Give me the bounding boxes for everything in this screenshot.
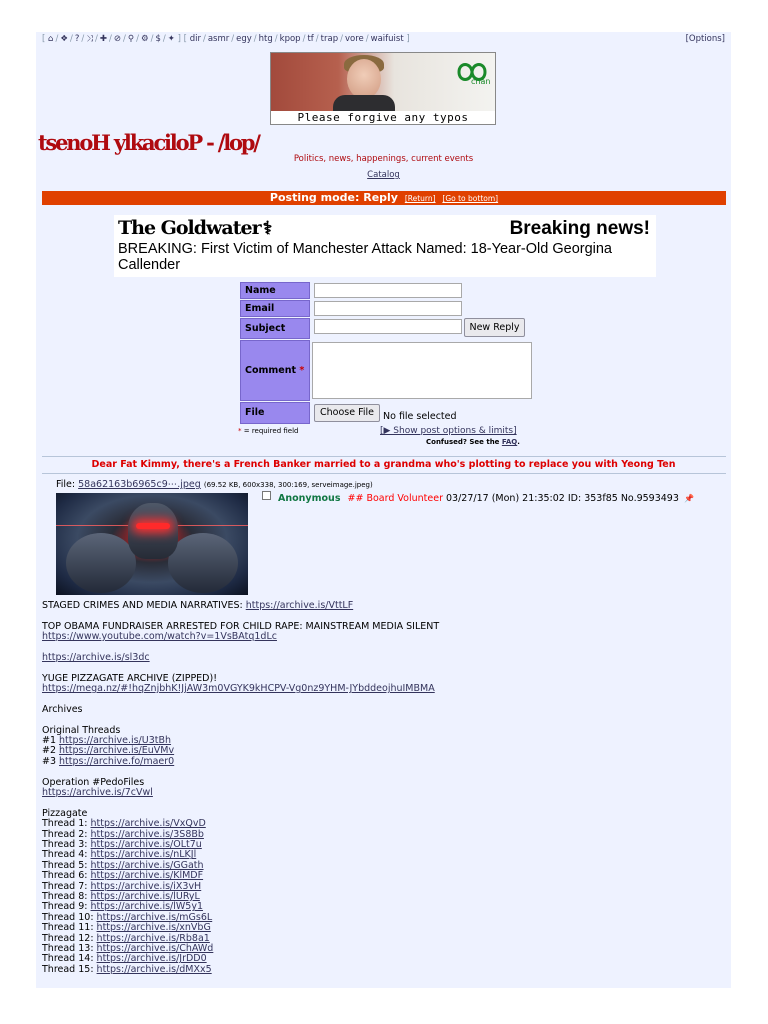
no-file-selected-text: No file selected <box>383 411 457 422</box>
list-item-label: Thread 10: <box>42 911 97 923</box>
archive-link[interactable]: https://archive.is/ChAWd <box>96 942 214 954</box>
archive-link[interactable]: https://archive.is/VxQvD <box>90 818 206 830</box>
faq-link[interactable]: FAQ <box>501 438 518 446</box>
archive-link[interactable]: https://archive.is/mGs6L <box>96 911 213 923</box>
nav-separator: / <box>150 34 154 44</box>
ad-brand-text: The Goldwater <box>118 217 261 239</box>
tags-icon[interactable]: ❖ <box>60 34 68 44</box>
list-item <box>42 757 726 767</box>
list-item-label: #1 <box>42 735 60 747</box>
twitter-icon[interactable]: ✦ <box>167 34 175 44</box>
body-line <box>42 601 726 611</box>
confused-text: Confused? See the <box>426 438 500 446</box>
post-body <box>42 601 726 975</box>
file-label: File <box>240 402 310 424</box>
nav-separator: / <box>315 34 319 44</box>
list-item-label: Thread 9: <box>42 901 91 913</box>
home-icon[interactable]: ⌂ <box>48 34 54 44</box>
ad-headline: BREAKING: First Victim of Manchester Attack Named: 18-Year-Old Georgina Callender <box>118 241 612 273</box>
list-item-label: Thread 12: <box>42 932 97 944</box>
board-link-vore[interactable]: vore <box>344 34 364 44</box>
ad-brand <box>118 217 271 239</box>
list-item-label: Thread 6: <box>42 870 91 882</box>
list-item-label: Thread 7: <box>42 880 91 892</box>
body-line: Archives <box>42 703 83 715</box>
nav-bracket-open: [ <box>183 34 187 44</box>
required-asterisk: * <box>299 365 305 376</box>
file-prefix: File: <box>56 479 76 490</box>
archive-link[interactable]: https://archive.is/lURyL <box>90 890 200 902</box>
nav-bracket-close: ] <box>406 34 410 44</box>
nav-separator: / <box>340 34 343 44</box>
divider <box>42 456 726 457</box>
nav-separator: / <box>136 34 139 44</box>
faq-suffix: . <box>517 438 520 446</box>
list-item-label: Thread 8: <box>42 890 91 902</box>
body-link[interactable]: https://archive.is/7cVwl <box>42 787 153 799</box>
top-navbar <box>42 34 726 44</box>
comment-textarea[interactable] <box>312 342 532 399</box>
post-select-checkbox[interactable] <box>262 491 271 500</box>
capcode: ## Board Volunteer <box>347 493 443 504</box>
nav-separator: / <box>202 34 206 44</box>
list-item-label: Thread 13: <box>42 942 97 954</box>
nav-separator: / <box>109 34 112 44</box>
board-link-tf[interactable]: tf <box>307 34 314 44</box>
ban-icon[interactable]: ⊘ <box>113 34 122 44</box>
nav-separator: / <box>123 34 126 44</box>
nav-separator: / <box>231 34 235 44</box>
body-link[interactable]: https://archive.is/sl3dc <box>42 651 150 663</box>
required-note-text: = required field <box>243 427 299 435</box>
nav-separator: / <box>81 34 85 44</box>
comment-label-text: Comment <box>245 365 297 376</box>
board-link-htg[interactable]: htg <box>258 34 273 44</box>
archive-link[interactable]: https://archive.is/xnVbG <box>96 922 211 934</box>
board-title: tsenoH ylkaciloP - /lop/ <box>38 130 259 155</box>
list-item-label: Thread 3: <box>42 838 91 850</box>
email-input[interactable] <box>314 301 462 316</box>
subject-label: Subject <box>240 318 310 339</box>
list-item-label: #2 <box>42 745 60 757</box>
board-subtitle: Politics, news, happenings, current events <box>293 154 474 164</box>
body-line: Original Threads <box>42 724 121 736</box>
show-post-options-link[interactable]: [▶ Show post options & limits] <box>380 426 517 436</box>
file-link[interactable]: 58a62163b6965c9⋯.jpeg <box>78 479 201 490</box>
body-line: Pizzagate <box>42 807 88 819</box>
list-item-label: Thread 14: <box>42 953 97 965</box>
banner-caption: Please forgive any typos <box>271 111 495 124</box>
nav-separator: / <box>365 34 369 44</box>
list-item-label: Thread 4: <box>42 849 91 861</box>
banner-face <box>347 59 381 99</box>
help-icon[interactable]: ? <box>74 34 80 44</box>
name-input[interactable] <box>314 283 462 298</box>
list-item-label: Thread 5: <box>42 859 91 871</box>
new-reply-button[interactable]: New Reply <box>464 318 525 337</box>
archive-link[interactable]: https://archive.is/EuVMv <box>59 745 175 757</box>
body-link[interactable]: https://mega.nz/#!hqZnjbhK!JjAW3m0VGYK9kHCPV-Vg0nz9YHM-JYbddeojhuIMBMA <box>42 683 435 695</box>
archive-link[interactable]: https://archive.is/iX3vH <box>90 880 202 892</box>
dollar-icon[interactable]: $ <box>155 34 161 44</box>
board-link-kpop[interactable]: kpop <box>279 34 301 44</box>
body-link[interactable]: https://www.youtube.com/watch?v=1VsBAtq1dLc <box>42 631 277 643</box>
nav-separator: / <box>162 34 166 44</box>
news-ad-banner[interactable] <box>114 215 656 277</box>
shuffle-icon[interactable]: ⤨ <box>86 34 94 44</box>
archive-link[interactable]: https://archive.is/lW5y1 <box>90 901 203 913</box>
subject-input[interactable] <box>314 319 462 334</box>
board-link-trap[interactable]: trap <box>320 34 339 44</box>
options-link[interactable]: [Options] <box>685 34 725 44</box>
body-text: STAGED CRIMES AND MEDIA NARRATIVES: <box>42 600 246 611</box>
required-note <box>238 427 298 435</box>
return-link[interactable]: [Return] <box>404 194 436 203</box>
file-meta: (69.52 KB, 600x338, 300:169, serveimage.jpeg) <box>203 481 373 489</box>
file-info <box>56 479 373 490</box>
pin-icon: 📌 <box>683 494 694 503</box>
confused-faq-note <box>426 438 520 446</box>
ad-breaking: Breaking news! <box>509 218 650 239</box>
name-label: Name <box>240 282 310 299</box>
email-label: Email <box>240 300 310 317</box>
list-item-label: Thread 15: <box>42 963 97 975</box>
choose-file-button[interactable]: Choose File <box>314 404 380 422</box>
archive-link[interactable]: https://archive.is/JrDD0 <box>96 953 207 965</box>
plus-icon[interactable]: ✚ <box>99 34 108 44</box>
post-image-thumbnail[interactable] <box>56 493 248 595</box>
archive-link[interactable]: https://archive.is/U3tBh <box>59 735 172 747</box>
archive-link[interactable]: https://archive.is/nLKJl <box>90 849 197 861</box>
thumb-right-pauldron <box>168 533 238 593</box>
thumb-left-pauldron <box>66 533 136 593</box>
nav-bracket-open: [ <box>42 34 46 44</box>
nav-separator: / <box>95 34 98 44</box>
thumb-eyes <box>136 523 170 529</box>
archive-link[interactable]: https://archive.is/Rb8a1 <box>96 932 210 944</box>
archive-link[interactable]: https://archive.is/dMXx5 <box>96 963 212 975</box>
nav-separator: / <box>55 34 59 44</box>
search-icon[interactable]: ⚲ <box>127 34 135 44</box>
nav-separator: / <box>302 34 306 44</box>
divider <box>42 473 726 474</box>
go-to-bottom-link[interactable]: [Go to bottom] <box>442 194 499 203</box>
gear-icon[interactable]: ⚙ <box>141 34 149 44</box>
archive-link[interactable]: https://archive.is/GGath <box>90 859 204 871</box>
post-number[interactable]: No.9593493 <box>620 493 679 504</box>
board-banner[interactable] <box>270 52 496 125</box>
archive-link[interactable]: https://archive.is/OLt7u <box>90 838 202 850</box>
banner-logo-text: chan <box>471 77 491 86</box>
heron-icon: ⚕ <box>262 218 272 239</box>
nav-separator: / <box>274 34 278 44</box>
body-link[interactable]: https://archive.is/VttLF <box>245 600 354 611</box>
list-item-label: #3 <box>42 755 60 767</box>
body-line: TOP OBAMA FUNDRAISER ARRESTED FOR CHILD RAPE: MAINSTREAM MEDIA SILENT <box>42 620 440 632</box>
list-item <box>42 965 726 975</box>
nav-separator: / <box>69 34 73 44</box>
body-line: Operation #PedoFiles <box>42 776 145 788</box>
thumb-helmet <box>128 503 178 559</box>
posting-mode-bar <box>42 191 726 205</box>
list-item-label: Thread 2: <box>42 828 91 840</box>
board-announcement: Dear Fat Kimmy, there's a French Banker married to a grandma who's plotting to replace you with Yeong Ten <box>91 459 676 470</box>
poster-id[interactable]: ID: 353f85 <box>567 493 618 504</box>
catalog-link[interactable]: Catalog <box>367 170 400 180</box>
page <box>36 32 731 988</box>
post-date: 03/27/17 (Mon) 21:35:02 <box>446 493 565 504</box>
archive-link[interactable]: https://archive.is/3S8Bb <box>90 828 204 840</box>
poster-name: Anonymous <box>278 493 341 504</box>
required-asterisk: * <box>238 427 242 435</box>
nav-bracket-close: ] <box>177 34 181 44</box>
archive-link[interactable]: https://archive.fo/maer0 <box>59 755 175 767</box>
nav-separator: / <box>253 34 257 44</box>
board-link-waifuist[interactable]: waifuist <box>370 34 404 44</box>
posting-mode-label: Posting mode: Reply <box>269 191 398 204</box>
archive-link[interactable]: https://archive.is/KlMDF <box>90 870 204 882</box>
list-item-label: Thread 11: <box>42 922 97 934</box>
list-item-label: Thread 1: <box>42 818 91 830</box>
board-link-egy[interactable]: egy <box>236 34 252 44</box>
body-line: YUGE PIZZAGATE ARCHIVE (ZIPPED)! <box>42 672 217 684</box>
post-header <box>262 491 694 504</box>
board-link-dir[interactable]: dir <box>189 34 201 44</box>
board-link-asmr[interactable]: asmr <box>207 34 230 44</box>
comment-label <box>240 340 310 401</box>
